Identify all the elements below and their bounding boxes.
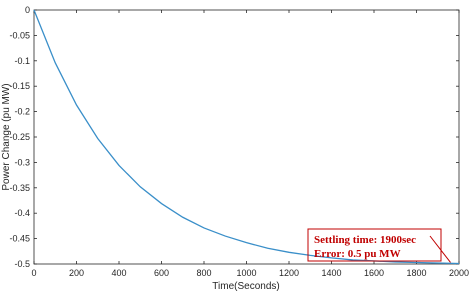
x-tick-label: 800	[196, 268, 212, 278]
y-tick-label: -0.15	[9, 81, 30, 92]
y-axis-label: Power Change (pu MW)	[1, 83, 12, 191]
x-tick-label: 1200	[278, 268, 300, 278]
annotation-line-1: Settling time: 1900sec	[314, 234, 417, 246]
x-tick-label: 1000	[236, 268, 257, 278]
y-tick-label: -0.2	[14, 106, 30, 117]
x-tick-label: 1400	[321, 268, 342, 278]
x-tick-label: 0	[31, 268, 37, 278]
y-tick-label: -0.3	[14, 157, 30, 168]
plot-area	[34, 10, 459, 264]
x-tick-label: 200	[68, 268, 85, 278]
x-tick-label: 2000	[448, 268, 470, 278]
x-tick-label: 1800	[406, 268, 427, 278]
x-axis-label: Time(Seconds)	[212, 281, 280, 292]
y-tick-label: -0.4	[14, 208, 30, 219]
y-tick-label: -0.35	[9, 182, 30, 193]
annotation-line-2: Error: 0.5 pu MW	[314, 248, 401, 260]
y-tick-label: 0	[24, 5, 30, 15]
y-tick-label: -0.1	[14, 55, 30, 66]
y-tick-label: -0.5	[14, 259, 30, 269]
x-tick-label: 400	[111, 268, 127, 278]
x-tick-label: 1600	[363, 268, 385, 278]
y-tick-label: -0.05	[9, 30, 30, 41]
y-tick-label: -0.45	[9, 233, 30, 244]
y-tick-label: -0.25	[9, 132, 30, 142]
x-tick-label: 600	[153, 268, 170, 278]
